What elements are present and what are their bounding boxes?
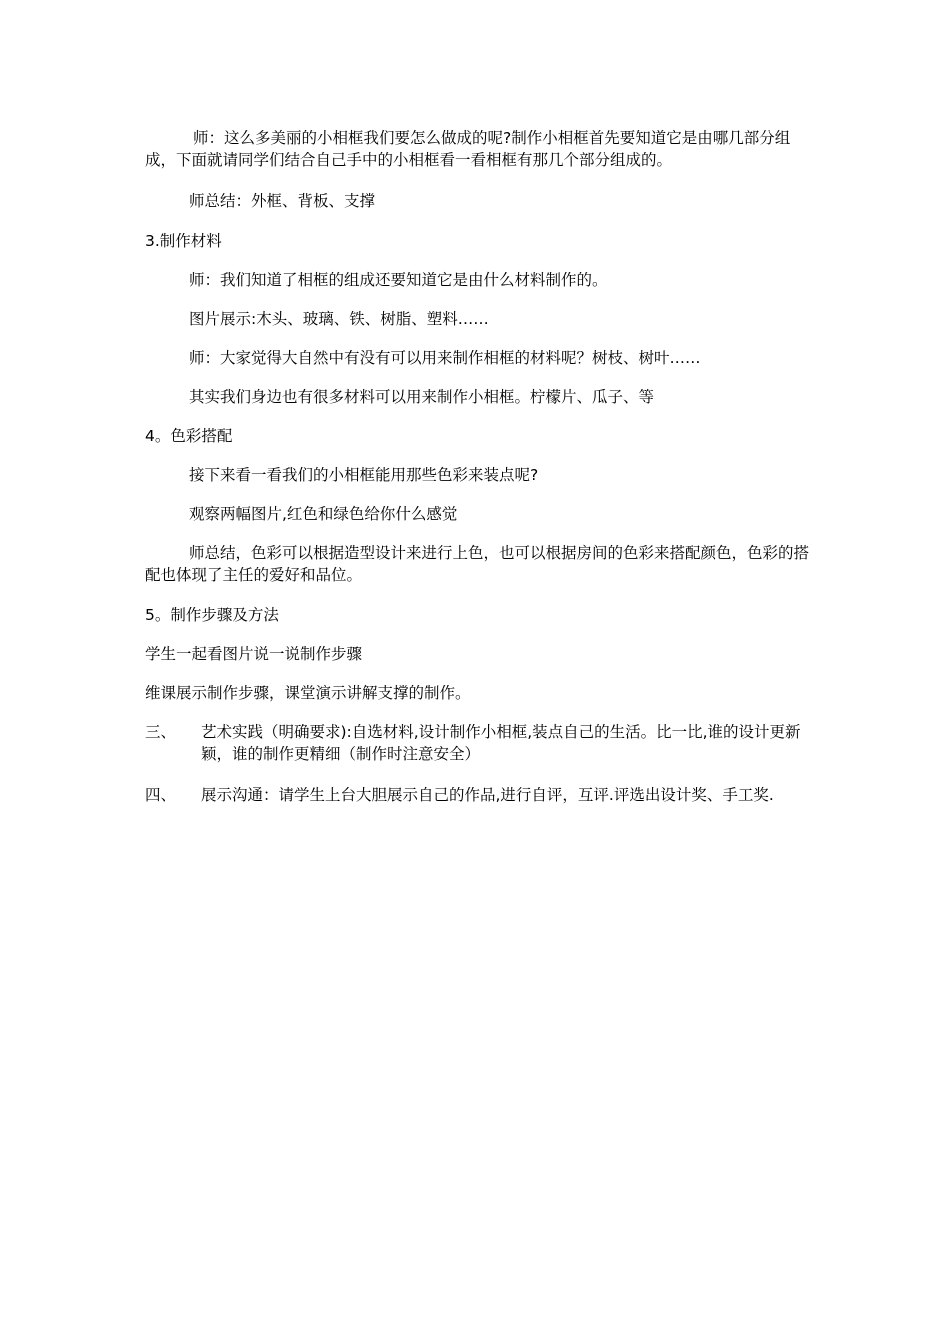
paragraph-materials-intro: 师：我们知道了相框的组成还要知道它是由什么材料制作的。 bbox=[189, 271, 608, 289]
heading-steps-methods: 5。制作步骤及方法 bbox=[145, 606, 279, 624]
paragraph-demo-steps: 维课展示制作步骤，课堂演示讲解支撑的制作。 bbox=[145, 684, 471, 702]
list-text: 艺术实践（明确要求):自选材料,设计制作小相框,装点自己的生活。比一比,谁的设计更新颖，谁的制作更精细（制作时注意安全） bbox=[201, 723, 801, 763]
heading-color-matching: 4。色彩搭配 bbox=[145, 427, 233, 445]
heading-materials: 3.制作材料 bbox=[145, 232, 222, 250]
list-text: 展示沟通：请学生上台大胆展示自己的作品,进行自评，互评.评选出设计奖、手工奖. bbox=[201, 786, 774, 804]
paragraph-teacher-summary-parts: 师总结：外框、背板、支撑 bbox=[189, 192, 376, 210]
paragraph-color-summary: 师总结，色彩可以根据造型设计来进行上色，也可以根据房间的色彩来搭配颜色，色彩的搭配也体现了主任的爱好和品位。 bbox=[145, 544, 810, 584]
paragraph-everyday-materials: 其实我们身边也有很多材料可以用来制作小相框。柠檬片、瓜子、等 bbox=[189, 388, 655, 406]
paragraph-nature-materials: 师：大家觉得大自然中有没有可以用来制作相框的材料呢？树枝、树叶…… bbox=[189, 349, 701, 367]
list-number: 四、 bbox=[145, 786, 177, 804]
paragraph-picture-display: 图片展示:木头、玻璃、铁、树脂、塑料…… bbox=[189, 310, 489, 328]
list-number: 三、 bbox=[145, 723, 177, 741]
paragraph-student-steps: 学生一起看图片说一说制作步骤 bbox=[145, 645, 363, 663]
paragraph-observe-pictures: 观察两幅图片,红色和绿色给你什么感觉 bbox=[189, 505, 458, 523]
paragraph-teacher-question: 师：这么多美丽的小相框我们要怎么做成的呢?制作小相框首先要知道它是由哪几部分组成，下面就请同学们结合自己手中的小相框看一看相框有那几个部分组成的。 bbox=[145, 129, 791, 169]
paragraph-color-question: 接下来看一看我们的小相框能用那些色彩来装点呢? bbox=[189, 466, 539, 484]
